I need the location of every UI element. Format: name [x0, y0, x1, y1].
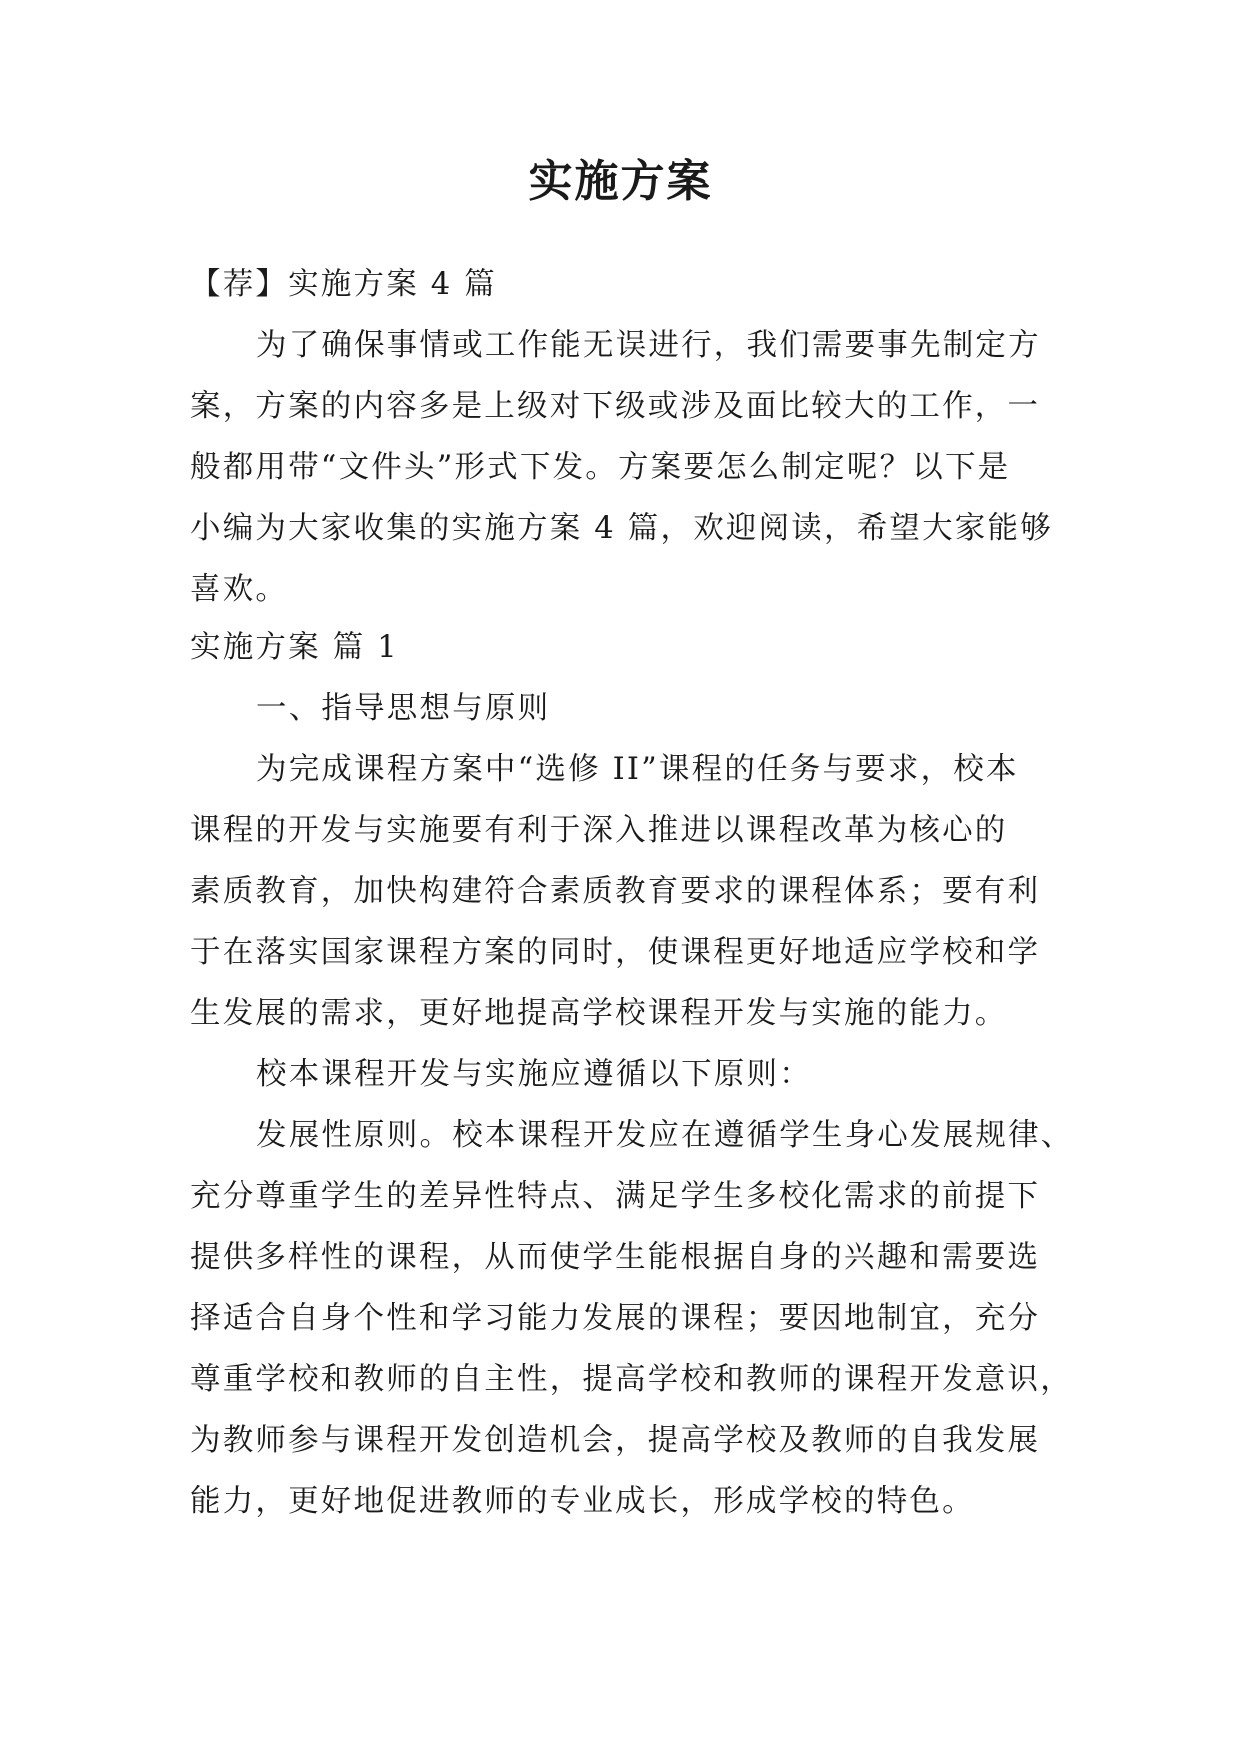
intro-line: 喜欢。 [190, 572, 289, 607]
intro-block [190, 254, 1053, 620]
paragraph-line: 充分尊重学生的差异性特点、满足学生多校化需求的前提下 [190, 1179, 1041, 1214]
intro-line: 小编为大家收集的实施方案 4 篇，欢迎阅读，希望大家能够 [190, 511, 1053, 546]
section-subheading: 一、指导思想与原则 [256, 691, 551, 726]
intro-line: 般都用带“文件头”形式下发。方案要怎么制定呢？以下是 [190, 450, 1011, 485]
paragraph-line: 生发展的需求，更好地提高学校课程开发与实施的能力。 [190, 996, 1008, 1031]
section-heading: 实施方案 篇 1 [190, 630, 399, 665]
paragraph-line: 发展性原则。校本课程开发应在遵循学生身心发展规律、 [256, 1118, 1074, 1153]
intro-line: 案，方案的内容多是上级对下级或涉及面比较大的工作，一 [190, 389, 1041, 424]
paragraph-line: 尊重学校和教师的自主性，提高学校和教师的课程开发意识， [190, 1362, 1073, 1397]
paragraph-line: 素质教育，加快构建符合素质教育要求的课程体系；要有利 [190, 874, 1041, 909]
paragraph-line: 于在落实国家课程方案的同时，使课程更好地适应学校和学 [190, 935, 1041, 970]
intro-line: 为了确保事情或工作能无误进行，我们需要事先制定方 [256, 328, 1041, 363]
paragraph-line: 能力，更好地促进教师的专业成长，形成学校的特色。 [190, 1484, 975, 1519]
paragraph-line: 课程的开发与实施要有利于深入推进以课程改革为核心的 [190, 813, 1008, 848]
section-block [190, 617, 1074, 1532]
paragraph-line: 择适合自身个性和学习能力发展的课程；要因地制宜，充分 [190, 1301, 1041, 1336]
paragraph-line: 为教师参与课程开发创造机会，提高学校及教师的自我发展 [190, 1423, 1041, 1458]
paragraph-line: 校本课程开发与实施应遵循以下原则： [256, 1057, 812, 1092]
paragraph-line: 提供多样性的课程，从而使学生能根据自身的兴趣和需要选 [190, 1240, 1041, 1275]
subtitle: 【荐】实施方案 4 篇 [190, 267, 497, 302]
paragraph-line: 为完成课程方案中“选修 II”课程的任务与要求，校本 [256, 752, 1019, 787]
document-title: 实施方案 [528, 156, 713, 207]
